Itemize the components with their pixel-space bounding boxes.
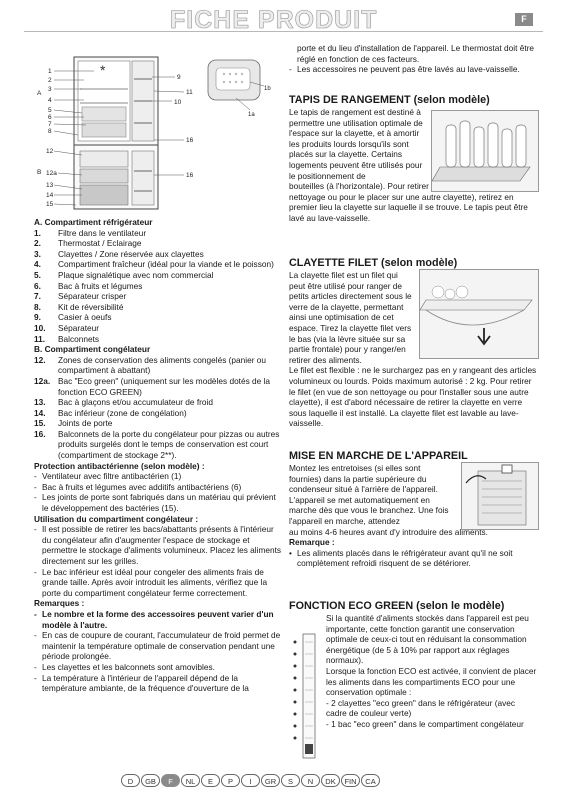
eco-text-1: Si la quantité d'aliments stockés dans l'appareil est peu importante, cette fonction garantit une conservation optimale de ceux-ci tout en réduisant la consommation énergétique (de 5 à 10% par rapport aux réglages normaux). — [326, 613, 529, 666]
list-item: - Les clayettes et les balconnets sont amovibles. — [34, 661, 215, 672]
list-item: - En cas de coupure de courant, l'accumulateur de froid permet de maintenir la température optimale de conservation pendant une période prolongée. — [34, 630, 281, 662]
list-item: 4. Compartiment fraîcheur (idéal pour la viande et le poisson) — [34, 259, 274, 270]
list-item: • Les aliments placés dans le réfrigérateur avant qu'il ne soit complètement refroidi risquent de se détériorer. — [289, 547, 513, 569]
eco-text-3: - 2 clayettes "eco green" dans le réfrigérateur (avec cadre de couleur verte) — [326, 697, 515, 719]
list-item: - Bac à fruits et légumes avec additifs antibactériens (6) — [34, 481, 242, 492]
fig-label-13: 13 — [46, 182, 54, 189]
filet-text-cont: Le filet est flexible : ne le surchargez pas en y rangeant des articles volumineux ou lourds. Poids maximum autorisé : 2 kg. Pour retirer le filet (en vue de son nettoyage ou pour l'installer sous une autre clayette), il est d'abord nécessaire de retirer la clayette en verre sous laquelle il est installé. La clayette filet est lavable au lave-vaisselle. — [289, 365, 537, 429]
lang-s[interactable]: S — [281, 774, 300, 787]
list-item: - Les joints de porte sont fabriqués dans un matériau qui prévient le développement des bactéries (15). — [34, 492, 276, 514]
marche-title: MISE EN MARCHE DE L'APPAREIL — [289, 450, 468, 462]
continuation-block — [289, 43, 537, 75]
filet-text: La clayette filet est un filet qui peut être utilisé pour ranger de petits articles directement sous le verre de la clayette, permettant ainsi une optimisation de cet espace. Tirez la clayette filet vers le bas (via la lèvre située sur sa partie frontale) pour y ranger/en retirer des aliments. — [289, 270, 412, 365]
left-column — [34, 217, 282, 694]
lang-i[interactable]: I — [241, 774, 260, 787]
lang-dk[interactable]: DK — [321, 774, 340, 787]
list-item: - Ventilateur avec filtre antibactérien (1) — [34, 471, 182, 482]
fig-label-12: 12 — [46, 148, 54, 155]
marche-text: Montez les entretoises (si elles sont fournies) dans la partie supérieure du condenseur situé à l'arrière de l'appareil. L'appareil se met automatiquement en marche dès que vous le branchez. Une fois l'appareil en marche, attendez — [289, 463, 449, 526]
freezer-usage-title: Utilisation du compartiment congélateur : — [34, 513, 199, 524]
fig-label-a: A — [37, 90, 42, 97]
section-a-title: A. Compartiment réfrigérateur — [34, 217, 153, 227]
eco-text-2: Lorsque la fonction ECO est activée, il convient de placer les aliments dans les compartiments ECO pour une conservation optimale : — [326, 665, 537, 698]
language-bar — [121, 774, 380, 787]
fig-label-4: 4 — [48, 97, 52, 104]
eco-text-4: - 1 bac "eco green" dans le compartiment congélateur — [326, 718, 524, 729]
lang-gr[interactable]: GR — [261, 774, 280, 787]
filet-title: CLAYETTE FILET (selon modèle) — [289, 257, 458, 269]
header-divider — [24, 31, 543, 32]
fig-label-14: 14 — [46, 192, 54, 199]
detail-label-1a: 1a — [248, 112, 255, 118]
tapis-text: Le tapis de rangement est destiné à permettre une utilisation optimale de l'espace sur la clayette, et à amortir les produits lourds lorsqu'ils sont placés sur la clayette. Certains logements peuvent être utilisés pour le positionnement de — [289, 107, 423, 181]
list-item: 13. Bac à glaçons et/ou accumulateur de froid — [34, 397, 213, 408]
list-item: 11. Balconnets — [34, 333, 100, 344]
control-panel-illustration — [289, 632, 325, 762]
lang-p[interactable]: P — [221, 774, 240, 787]
lang-d[interactable]: D — [121, 774, 140, 787]
list-item: 1. Filtre dans le ventilateur — [34, 227, 147, 238]
protection-title: Protection antibactérienne (selon modèle) : — [34, 460, 205, 471]
fig-label-11: 11 — [186, 89, 193, 96]
fig-label-3: 3 — [48, 86, 52, 93]
fig-label-16a: 16 — [186, 137, 194, 144]
fig-label-8: 8 — [48, 128, 52, 135]
svg-text:*: * — [100, 62, 106, 78]
list-item: 8. Kit de réversibilité — [34, 301, 124, 312]
list-item: 5. Plaque signalétique avec nom commercial — [34, 269, 214, 280]
fig-label-9: 9 — [177, 74, 181, 81]
list-item: 15. Joints de porte — [34, 418, 113, 429]
eco-title: FONCTION ECO GREEN (selon le modèle) — [289, 600, 505, 612]
fig-label-6: 6 — [48, 114, 52, 121]
lang-e[interactable]: E — [201, 774, 220, 787]
fridge-diagram — [34, 55, 206, 215]
list-item: 9. Casier à oeufs — [34, 312, 112, 323]
fig-label-5: 5 — [48, 107, 52, 114]
fig-label-12a: 12a — [46, 170, 57, 177]
remarks-title: Remarques : — [34, 598, 85, 609]
lang-fin[interactable]: FIN — [341, 774, 360, 787]
lang-ca[interactable]: CA — [361, 774, 380, 787]
section-b-title: B. Compartiment congélateur — [34, 344, 151, 355]
fig-label-b: B — [37, 169, 42, 176]
list-item: 2. Thermostat / Eclairage — [34, 238, 142, 249]
list-item: 16. Balconnets de la porte du congélateur pour pizzas ou autres produits surgelés dont le temps de conservation est court (compartiment de stockage 2**). — [34, 428, 280, 461]
page-header — [0, 0, 567, 38]
list-item: - Les accessoires ne peuvent pas être lavés au lave-vaisselle. — [289, 64, 520, 75]
list-item: - Le bac inférieur est idéal pour congeler des aliments frais de grande taille. Après avoir introduit les aliments, vérifiez que la porte du compartiment congélateur ferme correctement. — [34, 566, 268, 598]
continuation-text: porte et du lieu d'installation de l'appareil. Le thermostat doit être réglé en fonction de ces facteurs. — [297, 43, 535, 64]
marche-remark-title: Remarque : — [289, 537, 335, 548]
fan-filter-detail — [206, 52, 278, 118]
filet-illustration — [419, 269, 539, 359]
list-item: - Il est possible de retirer les bacs/abattants présents à l'intérieur du congélateur afin d'augmenter l'espace de stockage et permettre le stockage d'aliments volumineux. Placez les aliments directement sur les grilles. — [34, 524, 282, 566]
list-item: 10. Séparateur — [34, 322, 100, 333]
page-title: FICHE PRODUIT — [170, 6, 378, 34]
list-item: 14. Bac inférieur (zone de congélation) — [34, 407, 187, 418]
language-badge: F — [515, 13, 533, 26]
fig-label-2: 2 — [48, 77, 52, 84]
tapis-text-cont: bouteilles (à l'horizontale). Pour retirer le tapis (en vue de son nettoyage ou pour le placer sur une autre clayette), retirez en premier lieu la clayette sur laquelle il se trouve. Le tapis peut être lavé au lave-vaisselle. — [289, 181, 528, 223]
fig-label-10: 10 — [174, 99, 182, 106]
eco-section — [289, 600, 537, 730]
fig-label-1: 1 — [48, 68, 52, 75]
list-item: 12a. Bac "Eco green" (uniquement sur les modèles dotés de la fonction ECO GREEN) — [34, 375, 271, 397]
detail-label-1b: 1b — [264, 86, 271, 92]
list-item: - La température à l'intérieur de l'appareil dépend de la température ambiante, de la fréquence d'ouverture de la — [34, 672, 249, 694]
marche-text-cont: au moins 4-6 heures avant d'y introduire des aliments. — [289, 526, 488, 537]
lang-gb[interactable]: GB — [141, 774, 160, 787]
fig-label-16b: 16 — [186, 172, 194, 179]
list-item: 6. Bac à fruits et légumes — [34, 280, 143, 291]
list-item: 7. Séparateur crisper — [34, 291, 127, 302]
tapis-illustration — [431, 110, 539, 192]
lang-n[interactable]: N — [301, 774, 320, 787]
list-item: - Le nombre et la forme des accessoires peuvent varier d'un modèle à l'autre. — [34, 608, 274, 630]
lang-f[interactable]: F — [161, 774, 180, 787]
condenser-illustration — [461, 462, 539, 530]
lang-nl[interactable]: NL — [181, 774, 200, 787]
list-item: 12. Zones de conservation des aliments congelés (panier ou compartiment à abattant) — [34, 354, 267, 376]
fig-label-7: 7 — [48, 121, 52, 128]
fig-label-15: 15 — [46, 201, 54, 208]
tapis-title: TAPIS DE RANGEMENT (selon modèle) — [289, 94, 490, 106]
list-item: 3. Clayettes / Zone réservée aux clayettes — [34, 248, 204, 259]
